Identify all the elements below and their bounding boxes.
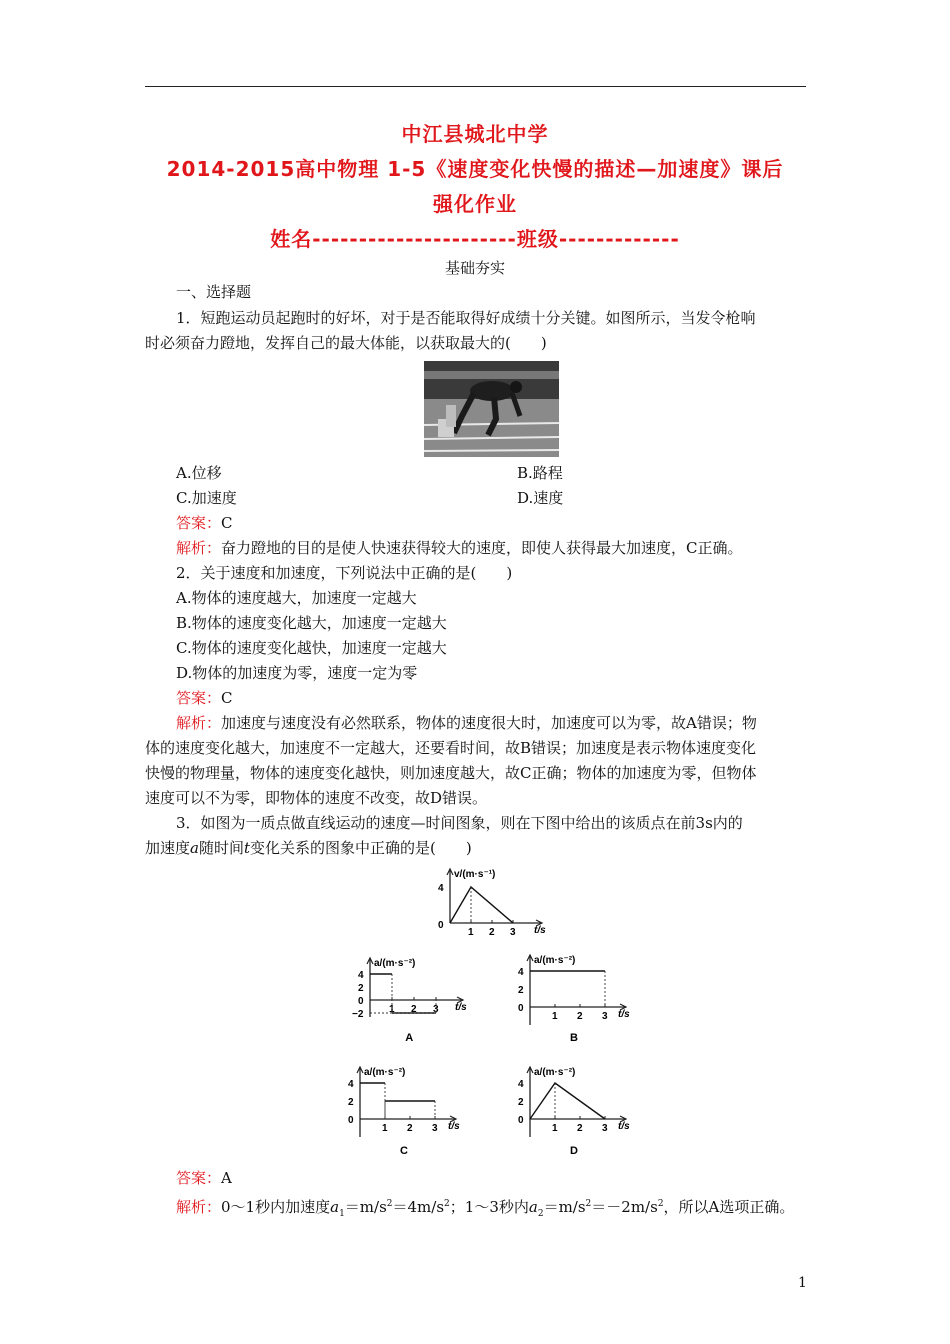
y-axis-label: v/(m·s⁻¹) <box>454 869 496 880</box>
y-axis-label: a/(m·s⁻²) <box>364 1067 406 1078</box>
y-tick-label: 2 <box>348 1097 354 1108</box>
q3-stem-line2 <box>145 838 472 858</box>
q2-option-a: A.物体的速度越大，加速度一定越大 <box>176 589 417 607</box>
y-tick-label: 2 <box>518 1097 524 1108</box>
part-label: 一、选择题 <box>176 283 252 301</box>
x-tick-label: 3 <box>602 1123 608 1134</box>
x-tick-label: 1 <box>389 1004 395 1015</box>
q1-option-a: A.位移 <box>176 464 222 482</box>
q1-option-b: B.路程 <box>517 464 563 482</box>
analysis-text: 加速度与速度没有必然联系，物体的速度很大时，加速度可以为零，故A错误；物 <box>221 714 757 732</box>
y-tick-label: 0 <box>518 1115 524 1126</box>
page-number: 1 <box>798 1275 807 1291</box>
x-axis-label: t/s <box>455 1002 467 1013</box>
x-tick-label: 1 <box>552 1011 558 1022</box>
x-tick-label: 1 <box>468 927 474 938</box>
q2-stem: 2．关于速度和加速度，下列说法中正确的是( ) <box>176 564 513 582</box>
answer-value: A <box>221 1169 232 1187</box>
x-axis-label: t/s <box>618 1009 630 1020</box>
worksheet-title-line2: 强化作业 <box>433 192 517 216</box>
graph-c <box>330 1057 470 1159</box>
graph-caption: A <box>405 1032 414 1044</box>
sprinter-start-photo <box>424 361 559 457</box>
q1-analysis <box>176 538 743 558</box>
x-tick-label: 2 <box>407 1123 413 1134</box>
q2-answer <box>176 688 233 708</box>
y-tick-label: 4 <box>518 967 524 978</box>
x-tick-label: 3 <box>433 1004 439 1015</box>
data-series-line <box>530 1083 605 1119</box>
y-axis-label: a/(m·s⁻²) <box>374 958 416 969</box>
q1-option-c: C.加速度 <box>176 489 237 507</box>
text-part: ＝m/s <box>344 1198 387 1216</box>
subscript: 2 <box>537 1209 544 1219</box>
superscript: 2 <box>585 1199 592 1209</box>
y-tick-label: 0 <box>348 1115 354 1126</box>
q2-analysis-line4: 速度可以不为零，即物体的速度不改变，故D错误。 <box>145 789 488 807</box>
x-tick-label: 2 <box>411 1004 417 1015</box>
text-part: ；1～3秒内 <box>449 1198 529 1216</box>
y-tick-label: 0 <box>358 996 364 1007</box>
text-part: ＝－2m/s <box>591 1198 658 1216</box>
x-tick-label: 3 <box>602 1011 608 1022</box>
q2-option-d: D.物体的加速度为零，速度一定为零 <box>176 664 418 682</box>
answer-label: 答案： <box>176 1169 222 1187</box>
graph-b <box>500 945 640 1045</box>
x-tick-label: 1 <box>382 1123 388 1134</box>
text-part: 变化关系的图象中正确的是( ) <box>250 839 472 857</box>
x-tick-label: 3 <box>432 1123 438 1134</box>
text-part: 0～1秒内加速度 <box>221 1198 331 1216</box>
y-tick-label: 4 <box>348 1079 354 1090</box>
y-axis-label: a/(m·s⁻²) <box>534 1067 576 1078</box>
section-label: 基础夯实 <box>444 259 505 277</box>
q1-option-d: D.速度 <box>517 489 564 507</box>
y-tick-label: 2 <box>518 985 524 996</box>
superscript: 2 <box>444 1199 450 1209</box>
header-rule <box>145 86 806 87</box>
x-tick-label: 3 <box>510 927 516 938</box>
x-tick-label: 2 <box>577 1011 583 1022</box>
graph-caption: B <box>570 1032 578 1044</box>
text-part: ，所以A选项正确。 <box>663 1198 795 1216</box>
x-tick-label: 2 <box>489 927 495 938</box>
text-part: ＝m/s <box>543 1198 586 1216</box>
y-tick-label: 2 <box>358 983 364 994</box>
data-series-line <box>450 887 513 923</box>
var-t: t <box>243 839 251 857</box>
vt-graph <box>420 862 550 940</box>
x-axis-label: t/s <box>618 1121 630 1132</box>
analysis-label: 解析： <box>176 714 222 732</box>
x-tick-label: 2 <box>577 1123 583 1134</box>
graph-caption: D <box>570 1145 578 1157</box>
origin-label: 0 <box>438 920 444 931</box>
y-tick-label: 4 <box>518 1079 524 1090</box>
q1-answer <box>176 513 233 533</box>
q2-option-c: C.物体的速度变化越快，加速度一定越大 <box>176 639 447 657</box>
q3-stem-line1: 3．如图为一质点做直线运动的速度—时间图象，则在下图中给出的该质点在前3s内的 <box>176 814 743 832</box>
q3-answer <box>176 1168 232 1188</box>
y-tick-label: 4 <box>438 883 444 894</box>
x-axis-label: t/s <box>534 925 546 936</box>
answer-value: C <box>221 514 233 532</box>
q2-analysis-line1 <box>176 713 757 733</box>
q2-analysis-line3: 快慢的物理量，物体的速度变化越快，则加速度越大，故C正确；物体的加速度为零，但物体 <box>145 764 757 782</box>
x-tick-label: 1 <box>552 1123 558 1134</box>
subscript: 1 <box>339 1209 345 1219</box>
answer-label: 答案： <box>176 689 222 707</box>
q2-analysis-line2: 体的速度变化越大，加速度不一定越大，还要看时间，故B错误；加速度是表示物体速度变化 <box>145 739 757 757</box>
var-a: a <box>190 839 199 857</box>
superscript: 2 <box>657 1199 664 1209</box>
graph-a <box>330 945 470 1045</box>
worksheet-title-line1: 2014-2015高中物理 1-5《速度变化快慢的描述—加速度》课后 <box>166 157 784 181</box>
y-tick-label: 4 <box>358 970 364 981</box>
text-part: 加速度 <box>145 839 191 857</box>
answer-value: C <box>221 689 233 707</box>
name-class-line: 姓名----------------------班级------------- <box>270 227 680 251</box>
superscript: 2 <box>386 1199 393 1209</box>
q1-stem-line1: 1．短跑运动员起跑时的好坏，对于是否能取得好成绩十分关键。如图所示，当发令枪响 <box>176 309 756 327</box>
analysis-text: 奋力蹬地的目的是使人快速获得较大的速度，即使人获得最大加速度，C正确。 <box>221 539 743 557</box>
q3-analysis <box>176 1194 794 1224</box>
text-part: ＝4m/s <box>392 1198 445 1216</box>
x-axis-label: t/s <box>448 1121 460 1132</box>
y-tick-label: 0 <box>518 1003 524 1014</box>
school-title: 中江县城北中学 <box>401 122 549 146</box>
var-a: a <box>330 1198 340 1216</box>
y-axis-label: a/(m·s⁻²) <box>534 955 576 966</box>
q2-option-b: B.物体的速度变化越大，加速度一定越大 <box>176 614 447 632</box>
graph-caption: C <box>400 1145 408 1157</box>
analysis-label: 解析： <box>176 1198 222 1216</box>
graph-d <box>500 1057 640 1159</box>
y-tick-label: −2 <box>352 1009 364 1020</box>
q1-stem-line2: 时必须奋力蹬地，发挥自己的最大体能，以获取最大的( ) <box>145 334 547 352</box>
text-part: 随时间 <box>198 839 244 857</box>
answer-label: 答案： <box>176 514 222 532</box>
analysis-label: 解析： <box>176 539 222 557</box>
var-a: a <box>528 1198 538 1216</box>
